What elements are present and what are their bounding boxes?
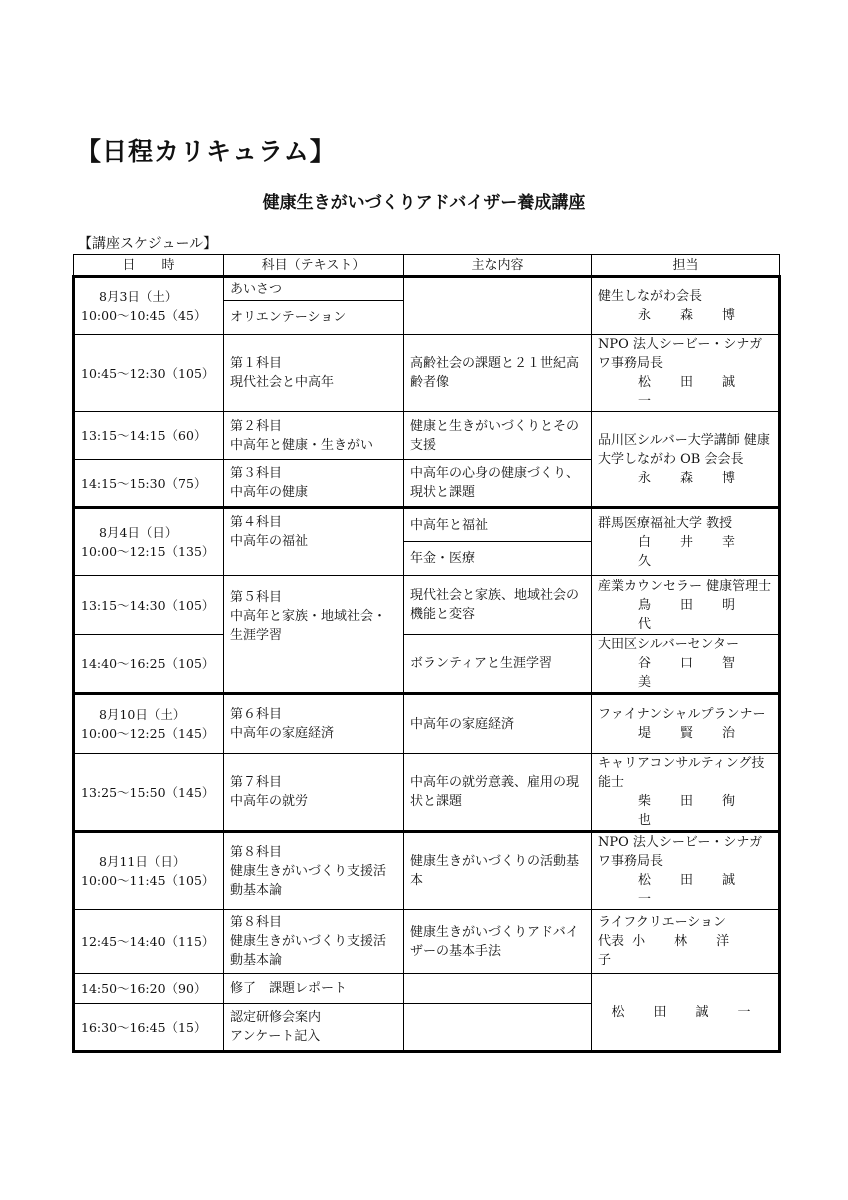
- table-header-row: [74, 255, 780, 277]
- datetime-cell: 16:30〜16:45（15）: [74, 1004, 224, 1052]
- datetime-cell: 8月10日（土） 10:00〜12:25（145）: [74, 694, 224, 754]
- content-cell: 中高年と福祉: [404, 508, 592, 542]
- staff-cell: ファイナンシャルプランナー 堤 賢 治: [592, 694, 780, 754]
- content-cell: 中高年の心身の健康づくり、現状と課題: [404, 460, 592, 508]
- staff-cell: NPO 法人シービー・シナガワ事務局長 松 田 誠 一: [592, 832, 780, 910]
- day-block-aug3: [74, 277, 780, 508]
- staff-cell: ライフクリエーション 代表 小 林 洋 子: [592, 910, 780, 974]
- subject-cell: 第７科目 中高年の就労: [224, 754, 404, 832]
- content-cell: 年金・医療: [404, 542, 592, 576]
- day-block-aug11: [74, 832, 780, 1052]
- subject-cell: 第８科目 健康生きがいづくり支援活動基本論: [224, 910, 404, 974]
- content-cell: 健康生きがいづくりアドバイザーの基本手法: [404, 910, 592, 974]
- content-cell: [404, 974, 592, 1004]
- subject-cell: 第４科目 中高年の福祉: [224, 508, 404, 576]
- day-block-aug10: [74, 694, 780, 832]
- header-datetime: 日 時: [74, 255, 224, 277]
- subject-cell: 修了 課題レポート: [224, 974, 404, 1004]
- datetime-cell: 14:15〜15:30（75）: [74, 460, 224, 508]
- header-subject: 科目（テキスト）: [224, 255, 404, 277]
- staff-cell: NPO 法人シービー・シナガワ事務局長 松 田 誠 一: [592, 335, 780, 412]
- subject-cell: 第３科目 中高年の健康: [224, 460, 404, 508]
- subject-cell: 第１科目 現代社会と中高年: [224, 335, 404, 412]
- page-heading: 【日程カリキュラム】: [76, 137, 336, 166]
- datetime-cell: 8月4日（日） 10:00〜12:15（135）: [74, 508, 224, 576]
- staff-cell: キャリアコンサルティング技能士 柴 田 徇 也: [592, 754, 780, 832]
- table-row: [74, 277, 780, 301]
- datetime-cell: 8月11日（日） 10:00〜11:45（105）: [74, 832, 224, 910]
- table-row: [74, 576, 780, 635]
- course-title: 健康生きがいづくりアドバイザー養成講座: [262, 193, 586, 213]
- subject-cell: 認定研修会案内 アンケート記入: [224, 1004, 404, 1052]
- staff-cell: 松 田 誠 一: [592, 974, 780, 1052]
- content-cell: 現代社会と家族、地域社会の機能と変容: [404, 576, 592, 635]
- staff-cell: 品川区シルバー大学講師 健康大学しながわ OB 会会長 永 森 博: [592, 412, 780, 508]
- table-row: [74, 974, 780, 1004]
- subject-cell: 第６科目 中高年の家庭経済: [224, 694, 404, 754]
- subject-cell: オリエンテーション: [224, 301, 404, 335]
- content-cell: 高齢社会の課題と２１世紀高齢者像: [404, 335, 592, 412]
- table-row: [74, 508, 780, 542]
- table-row: [74, 754, 780, 832]
- header-staff: 担当: [592, 255, 780, 277]
- datetime-cell: 14:50〜16:20（90）: [74, 974, 224, 1004]
- content-cell: [404, 277, 592, 335]
- datetime-cell: 13:15〜14:30（105）: [74, 576, 224, 635]
- table-row: [74, 412, 780, 460]
- content-cell: 中高年の家庭経済: [404, 694, 592, 754]
- day-block-aug4: [74, 508, 780, 694]
- content-cell: ボランティアと生涯学習: [404, 635, 592, 694]
- table-row: [74, 910, 780, 974]
- content-cell: [404, 1004, 592, 1052]
- table-row: [74, 335, 780, 412]
- content-cell: 中高年の就労意義、雇用の現状と課題: [404, 754, 592, 832]
- datetime-cell: 10:45〜12:30（105）: [74, 335, 224, 412]
- subject-cell: 第８科目 健康生きがいづくり支援活動基本論: [224, 832, 404, 910]
- datetime-cell: 12:45〜14:40（115）: [74, 910, 224, 974]
- schedule-section-label: 【講座スケジュール】: [78, 236, 218, 252]
- table-row: [74, 694, 780, 754]
- staff-cell: 産業カウンセラー 健康管理士 鳥 田 明 代: [592, 576, 780, 635]
- schedule-table: [72, 254, 781, 1053]
- staff-cell: 健生しながわ会長 永 森 博: [592, 277, 780, 335]
- subject-cell: あいさつ: [224, 277, 404, 301]
- staff-cell: 群馬医療福祉大学 教授 白 井 幸 久: [592, 508, 780, 576]
- header-content: 主な内容: [404, 255, 592, 277]
- table-row: [74, 832, 780, 910]
- datetime-cell: 8月3日（土） 10:00〜10:45（45）: [74, 277, 224, 335]
- datetime-cell: 13:15〜14:15（60）: [74, 412, 224, 460]
- datetime-cell: 14:40〜16:25（105）: [74, 635, 224, 694]
- table-row: [74, 635, 780, 694]
- subject-cell: 第２科目 中高年と健康・生きがい: [224, 412, 404, 460]
- content-cell: 健康と生きがいづくりとその支援: [404, 412, 592, 460]
- subject-cell: 第５科目 中高年と家族・地域社会・生涯学習: [224, 576, 404, 694]
- staff-cell: 大田区シルバーセンター 谷 口 智 美: [592, 635, 780, 694]
- content-cell: 健康生きがいづくりの活動基本: [404, 832, 592, 910]
- datetime-cell: 13:25〜15:50（145）: [74, 754, 224, 832]
